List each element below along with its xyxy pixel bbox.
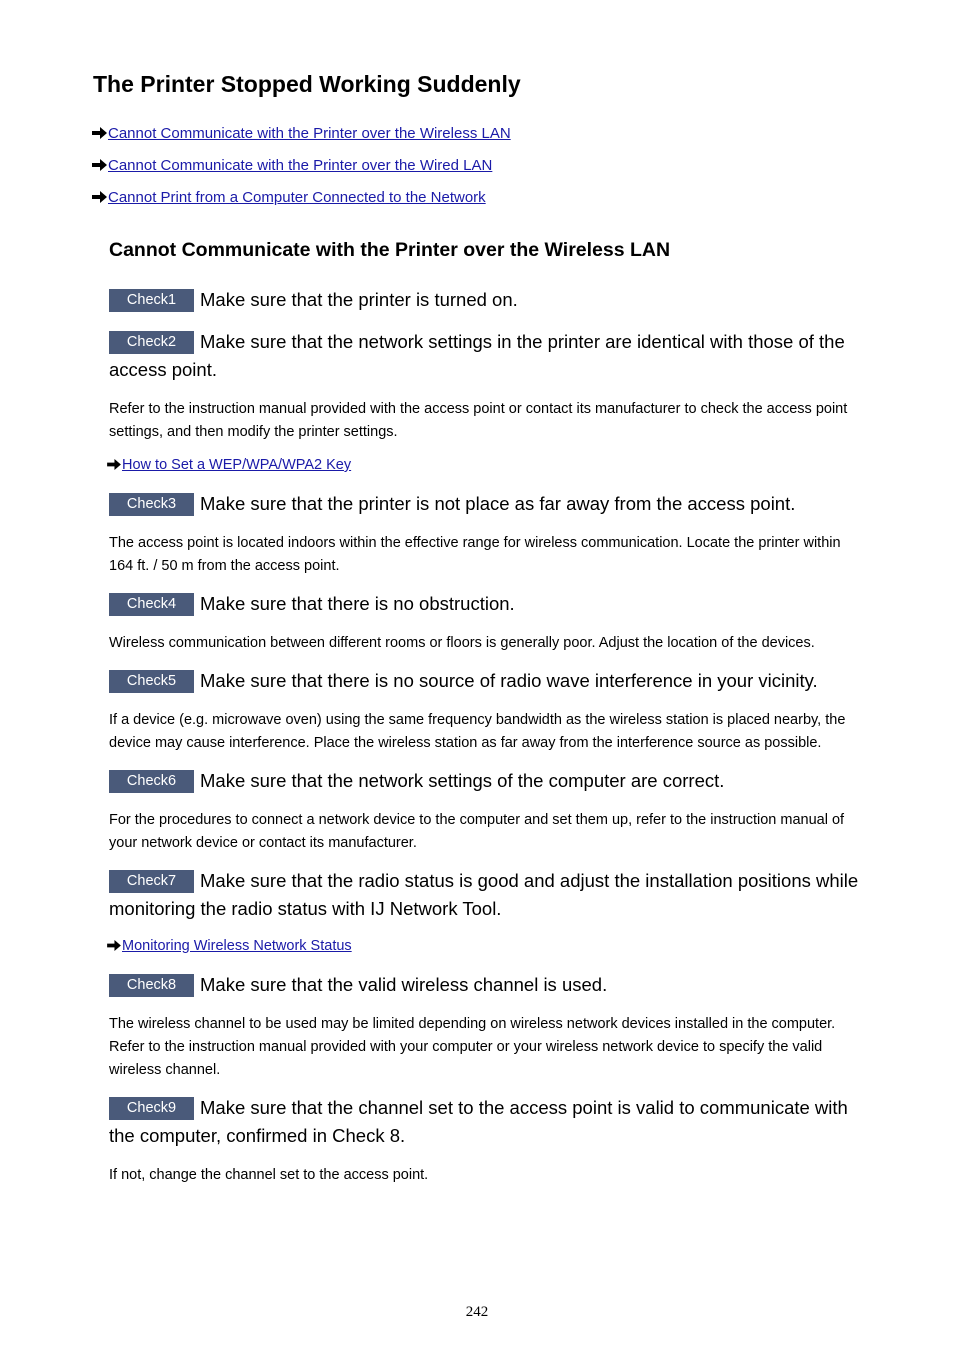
right-arrow-icon [92, 191, 107, 203]
right-arrow-icon [107, 459, 121, 470]
check-heading [109, 767, 864, 795]
check-heading-text: Make sure that the printer is not place as far away from the access point. [200, 493, 796, 514]
related-link[interactable] [107, 454, 864, 476]
check-badge: Check1 [109, 289, 194, 312]
check-heading-text: Make sure that the network settings of the computer are correct. [200, 770, 725, 791]
toc-item-wireless-lan[interactable] [92, 123, 511, 145]
check-heading [109, 867, 864, 923]
check-description: Wireless communication between different rooms or floors is generally poor. Adjust the location of the devices. [109, 635, 815, 651]
check-badge: Check2 [109, 331, 194, 354]
page-number: 242 [465, 1304, 489, 1320]
check-description: If a device (e.g. microwave oven) using the same frequency bandwidth as the wireless station is placed nearby, the device may cause interference. Place the wireless station as far away from the interference source as possible. [109, 712, 846, 751]
check-heading [109, 490, 864, 518]
check-description: If not, change the channel set to the access point. [109, 1167, 429, 1183]
check-heading-text: Make sure that the valid wireless channel is used. [200, 974, 608, 995]
check-description: The access point is located indoors within the effective range for wireless communication. Locate the printer within 164 ft. / 50 m from the access point. [109, 535, 841, 574]
link-wep-wpa-key[interactable]: How to Set a WEP/WPA/WPA2 Key [122, 457, 352, 473]
check-description: For the procedures to connect a network device to the computer and set them up, refer to the instruction manual of your network device or contact its manufacturer. [109, 812, 845, 851]
check-badge: Check4 [109, 593, 194, 616]
checks-list [109, 286, 864, 1199]
check-heading-text: Make sure that the network settings in the printer are identical with those of the access point. [109, 331, 845, 380]
check-heading [109, 286, 864, 314]
page-title: The Printer Stopped Working Suddenly [93, 71, 521, 97]
check-heading-text: Make sure that the channel set to the access point is valid to communicate with the computer, confirmed in Check 8. [109, 1097, 848, 1146]
check-badge: Check7 [109, 870, 194, 893]
table-of-contents [92, 123, 511, 219]
check-badge: Check8 [109, 974, 194, 997]
check-badge: Check9 [109, 1097, 194, 1120]
check-badge: Check6 [109, 770, 194, 793]
related-link[interactable] [107, 935, 864, 957]
toc-link-network-print[interactable]: Cannot Print from a Computer Connected to the Network [108, 189, 486, 206]
check-heading-text: Make sure that the radio status is good and adjust the installation positions while monitoring the radio status with IJ Network Tool. [109, 870, 859, 919]
section-title: Cannot Communicate with the Printer over the Wireless LAN [109, 239, 671, 261]
check-description: The wireless channel to be used may be limited depending on wireless network devices installed in the computer. Refer to the instruction manual provided with your computer or your wireless network device to specify the valid wireless channel. [109, 1016, 836, 1078]
check-heading [109, 1094, 864, 1150]
right-arrow-icon [107, 940, 121, 951]
check-description: Refer to the instruction manual provided with the access point or contact its manufacturer to check the access point settings, and then modify the printer settings. [109, 401, 848, 440]
right-arrow-icon [92, 127, 107, 139]
toc-link-wired-lan[interactable]: Cannot Communicate with the Printer over the Wired LAN [108, 157, 493, 174]
link-monitoring-wireless-status[interactable]: Monitoring Wireless Network Status [122, 938, 352, 954]
check-heading [109, 971, 864, 999]
check-heading-text: Make sure that there is no obstruction. [200, 593, 515, 614]
check-badge: Check3 [109, 493, 194, 516]
toc-item-wired-lan[interactable] [92, 155, 511, 177]
check-heading [109, 328, 864, 384]
check-heading [109, 590, 864, 618]
right-arrow-icon [92, 159, 107, 171]
toc-item-network-print[interactable] [92, 187, 511, 209]
check-heading-text: Make sure that the printer is turned on. [200, 289, 518, 310]
check-heading [109, 667, 864, 695]
check-heading-text: Make sure that there is no source of radio wave interference in your vicinity. [200, 670, 818, 691]
toc-link-wireless-lan[interactable]: Cannot Communicate with the Printer over the Wireless LAN [108, 125, 511, 142]
check-badge: Check5 [109, 670, 194, 693]
